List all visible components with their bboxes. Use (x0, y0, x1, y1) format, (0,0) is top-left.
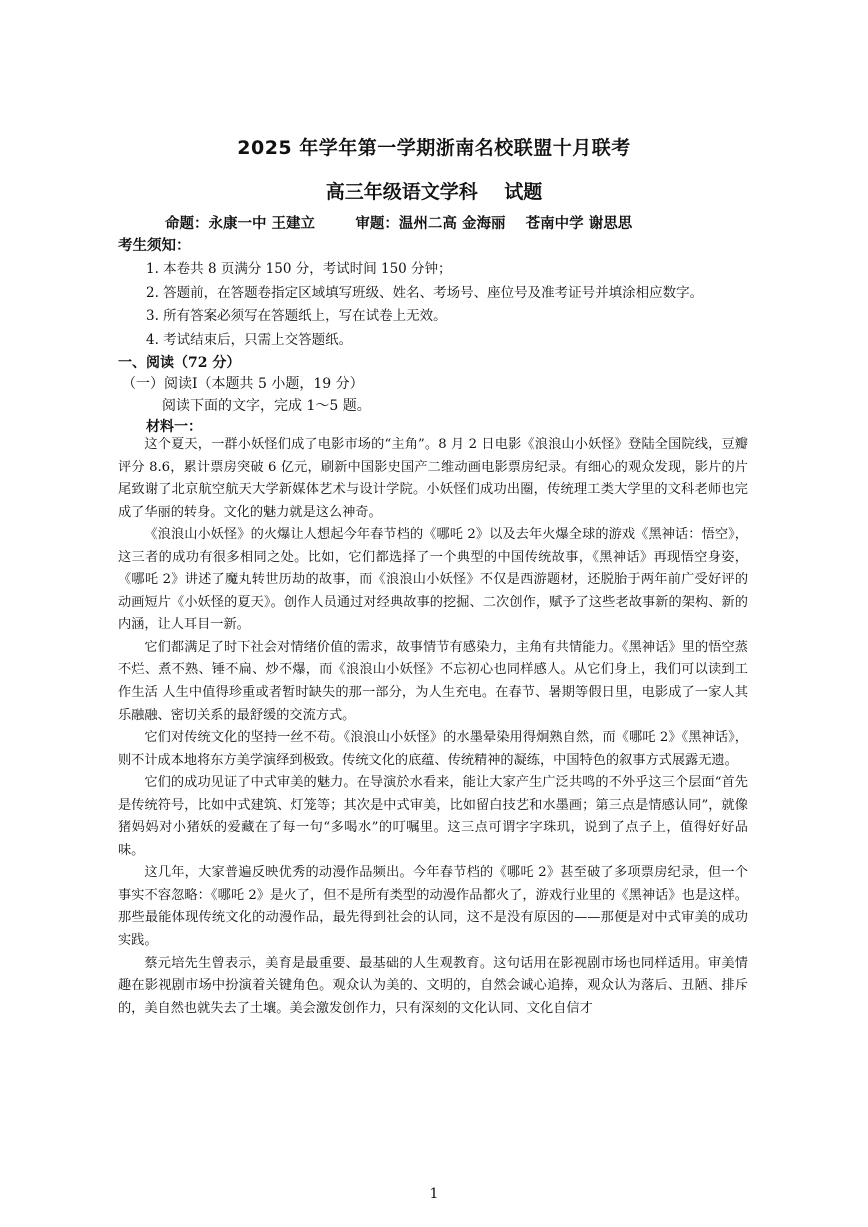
paragraph: 它们都满足了时下社会对情绪价值的需求，故事情节有感染力，主角有共情能力。《黑神话》里的悟空蒸不烂、煮不熟、锤不扁、炒不爆，而《浪浪山小妖怪》不忘初心也同样感人。从它们身上，我们可以读到工作生活 人生中值得珍重或者暂时缺失的那一部分，为人生充电。在春节、暑期等假日里，电影成了一家人其乐融融、密切关系的最舒缓的交流方式。 (118, 639, 748, 723)
exam-subtitle: 高三年级语文学科 试题 (325, 181, 543, 203)
notice-list (146, 257, 703, 351)
paragraph: 蔡元培先生曾表示，美育是最重要、最基础的人生观教育。这句话用在影视剧市场也同样适用。审美情趣在影视剧市场中扮演着关键角色。观众认为美的、文明的，自然会诚心追捧，观众认为落后、丑陋、排斥的，美自然也就失去了土壤。美会激发创作力，只有深刻的文化认同、文化自信才 (118, 955, 748, 1016)
reading-instruction: 阅读下面的文字，完成 1～5 题。 (162, 398, 371, 414)
section-heading: 一、阅读（72 分） (118, 355, 241, 371)
notice-heading: 考生须知： (118, 238, 191, 254)
notice-item: 2. 答题前，在答题卷指定区域填写班级、姓名、考场号、座位号及准考证号并填涂相应数字。 (146, 284, 704, 301)
paragraph: 它们的成功见证了中式审美的魅力。在导演於水看来，能让大家产生广泛共鸣的不外乎这三个层面“首先是传统符号，比如中式建筑、灯笼等；其次是中式审美，比如留白技艺和水墨画；第三点是情感认同”，就像猪妈妈对小猪妖的爱藏在了每一句“多喝水”的叮嘱里。这三点可谓字字珠玑，说到了点子上，值得好好品味。 (118, 775, 748, 858)
material-label: 材料一： (146, 419, 202, 435)
paragraph: 它们对传统文化的坚持一丝不苟。《浪浪山小妖怪》的水墨晕染用得炯熟自然，而《哪吒 2》《黑神话》，则不计成本地将东方美学演绎到极致。传统文化的底蕴、传统精神的凝练，中国特色的叙事方式展露无遗。 (118, 730, 748, 768)
exam-title: 2025 年学年第一学期浙南名校联盟十月联考 (237, 137, 631, 159)
notice-item: 4. 考试结束后，只需上交答题纸。 (146, 331, 353, 348)
section-subheading: （一）阅读Ⅰ（本题共 5 小题，19 分） (122, 376, 364, 392)
paragraph: 这个夏天，一群小妖怪们成了电影市场的“主角”。8 月 2 日电影《浪浪山小妖怪》登陆全国院线，豆瓣评分 8.6，累计票房突破 6 亿元，刷新中国影史国产二维动画电影票房纪录。有细心的观众发现，影片的片尾致谢了北京航空航天大学新媒体艺术与设计学院。小妖怪们成功出圈，传统理工类大学里的文科老师也完成了华丽的转身。文化的魅力就是这么神奇。 (118, 437, 748, 520)
paragraph: 这几年，大家普遍反映优秀的动漫作品频出。今年春节档的《哪吒 2》甚至破了多项票房纪录，但一个事实不容忽略：《哪吒 2》是火了，但不是所有类型的动漫作品都火了，游戏行业里的《黑神话》也是这样。那些最能体现传统文化的动漫作品，最先得到社会的认同，这不是没有原因的——那便是对中式审美的成功实践。 (118, 865, 748, 949)
notice-item: 1. 本卷共 8 页满分 150 分，考试时间 150 分钟； (146, 261, 452, 277)
authors-line: 命题：永康一中 王建立 审题：温州二高 金海丽 苍南中学 谢思思 (165, 216, 633, 232)
notice-item: 3. 所有答案必须写在答题纸上，写在试卷上无效。 (146, 308, 447, 324)
material-body (118, 434, 748, 1020)
paragraph: 《浪浪山小妖怪》的火爆让人想起今年春节档的《哪吒 2》以及去年火爆全球的游戏《黑神话：悟空》，这三者的成功有很多相同之处。比如，它们都选择了一个典型的中国传统故事，《黑神话》再现悟空身姿，《哪吒 2》讲述了魔丸转世历劫的故事，而《浪浪山小妖怪》不仅是西游题材，还脱胎于两年前广受好评的动画短片《小妖怪的夏天》。创作人员通过对经典故事的挖掘、二次创作，赋予了这些老故事新的架构、新的内涵，让人耳目一新。 (118, 527, 748, 633)
page-number: 1 (429, 1186, 439, 1202)
